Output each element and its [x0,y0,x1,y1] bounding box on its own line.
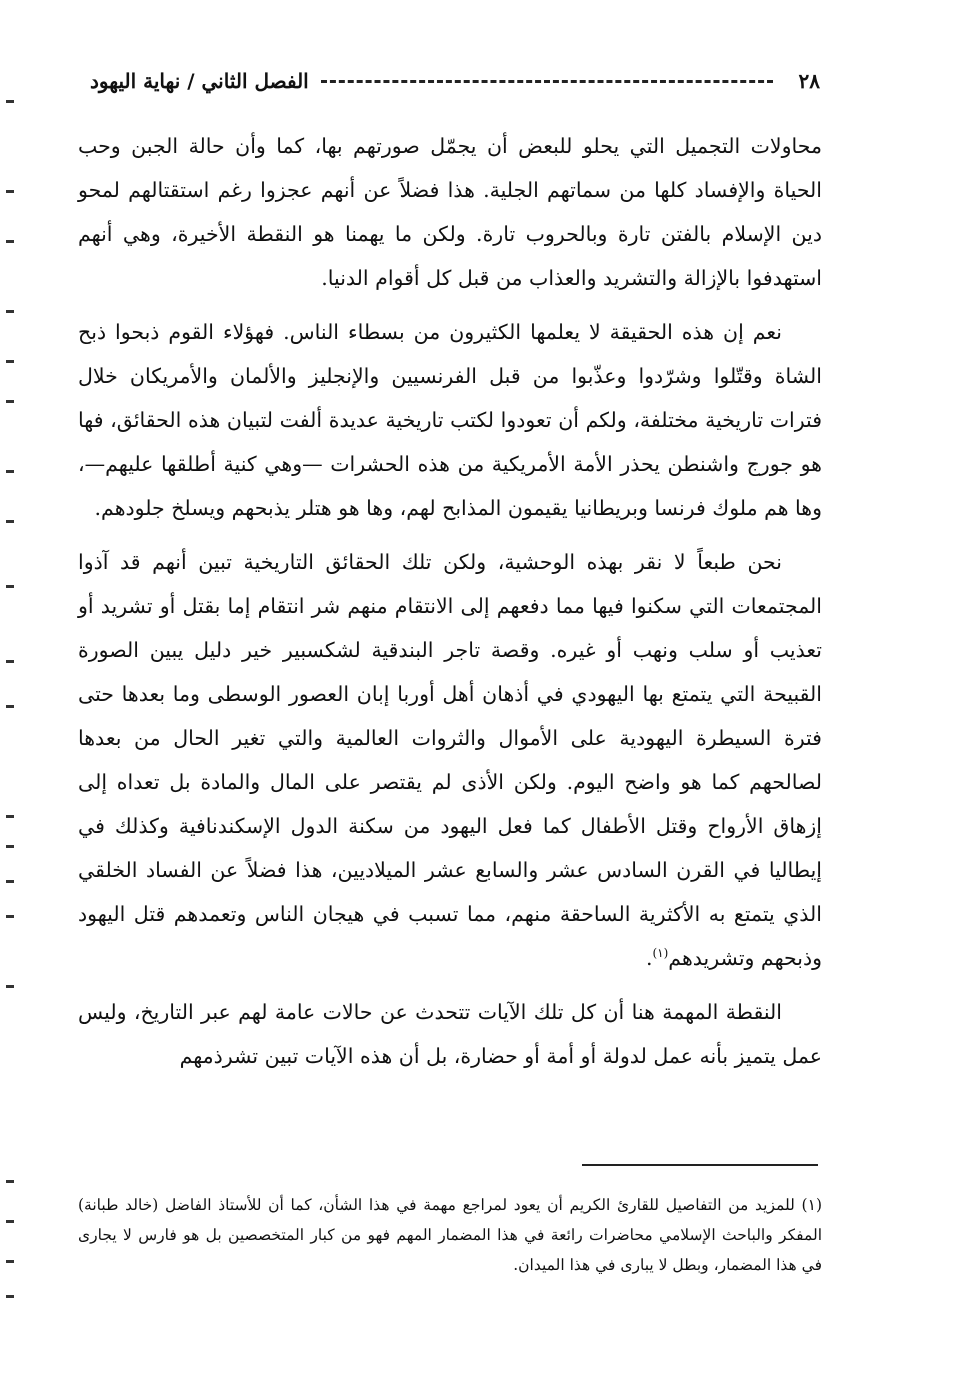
footnote-separator [582,1164,818,1166]
paragraph-3: نحن طبعاً لا نقر بهذه الوحشية، ولكن تلك الحقائق التاريخية تبين أنهم قد آذوا المجتمعات التي سكنوا فيها مما دفعهم إلى الانتقام منهم شر انتقام إما بقتل أو تشريد أو تعذيب أو سلب ونهب أو غيره. وقصة تاجر البندقية لشكسبير خير دليل يبين الصورة القبيحة التي يتمتع بها اليهودي في أذهان أهل أوربا إبان العصور الوسطى وما بعدها حتى فترة السيطرة اليهودية على الأموال والثروات العالمية والتي تغير الحال من بعدها لصالحهم كما هو واضح اليوم. ولكن الأذى لم يقتصر على المال والمادة بل تعداه إلى إزهاق الأرواح وقتل الأطفال كما فعل اليهود من سكنة الدول الإسكندنافية وكذلك في إيطاليا في القرن السادس عشر والسابع عشر الميلاديين، هذا فضلاً عن الفساد الخلقي الذي يتمتع به الأكثرية الساحقة منهم، مما تسبب في هيجان الناس وتعمدهم قتل اليهود وذبحهم وتشريدهم$^{(١)}$. [78,550,822,970]
chapter-title: الفصل الثاني / نهاية اليهود [90,69,309,93]
paragraph-1: محاولات التجميل التي يحلو للبعض أن يجمّل صورتهم بها، كما وأن حالة الجبن وحب الحياة والإفساد كلها من سماتهم الجلية. هذا فضلاً عن أنهم عجزوا رغم استقتالهم لمحو دين الإسلام بالفتن تارة وبالحروب تارة. ولكن ما يهمنا هو النقطة الأخيرة، وهي أنهم استهدفوا بالإزالة والتشريد والعذاب من قبل كل أقوام الدنيا. [78,134,822,290]
paragraph-2: نعم إن هذه الحقيقة لا يعلمها الكثيرون من بسطاء الناس. فهؤلاء القوم ذبحوا ذبح الشاة وقتّلوا وشرّدوا وعذّبوا من قبل الفرنسيين والإنجليز والألمان والأمريكان خلال فترات تاريخية مختلفة، ولكم أن تعودوا لكتب تاريخية عديدة ألفت لتبيان هذه الحقائق، فها هو جورج واشنطن يحذر الأمة الأمريكية من هذه الحشرات —وهي كنية أطلقها عليهم—، وها هم ملوك فرنسا وبريطانيا يقيمون المذابح لهم، وها هو هتلر يذبحهم ويسلخ جلودهم. [78,320,822,520]
scan-margin-marks [0,0,30,1388]
footnote: (١) للمزيد من التفاصيل للقارئ الكريم أن يعود لمراجع مهمة في هذا الشأن، كما أن للأستاذ الفاضل (خالد طبانة) المفكر والباحث الإسلامي محاضرات رائعة في هذا المضمار المهم فهو من كبار المتخصصين بل هو فارس لا يجارى في هذا المضمار، وبطل لا يبارى في هذا الميدان. [78,1196,822,1274]
paragraph-4: النقطة المهمة هنا أن كل تلك الآيات تتحدث عن حالات عامة لهم عبر التاريخ، وليس عمل يتميز بأنه عمل لدولة أو أمة أو حضارة، بل أن هذه الآيات تبين تشرذمهم [78,1000,822,1068]
footnote-reference[interactable]: (١) [652,946,669,961]
page-header [90,64,820,98]
paragraph-3-text: نحن طبعاً لا نقر بهذه الوحشية، ولكن تلك الحقائق التاريخية تبين أنهم قد آذوا المجتمعات التي سكنوا فيها مما دفعهم إلى الانتقام منهم شر انتقام إما بقتل أو تشريد أو تعذيب أو سلب ونهب أو غيره. وقصة تاجر البندقية لشكسبير خير دليل يبين الصورة القبيحة التي يتمتع بها اليهودي في أذهان أهل أوربا إبان العصور الوسطى وما بعدها حتى فترة السيطرة اليهودية على الأموال والثروات العالمية والتي تغير الحال من بعدها لصالحهم كما هو واضح اليوم. ولكن الأذى لم يقتصر على المال والمادة بل تعداه إلى إزهاق الأرواح وقتل الأطفال كما فعل اليهود من سكنة الدول الإسكندنافية وكذلك في إيطاليا في القرن السادس عشر والسابع عشر الميلاديين، هذا فضلاً عن الفساد الخلقي الذي يتمتع به الأكثرية الساحقة منهم، مما تسبب في هيجان الناس وتعمدهم قتل اليهود وذبحهم وتشريدهم [78,550,822,970]
page-number: ٢٨ [798,69,820,93]
body-text [78,124,822,1088]
header-dashed-rule [321,80,773,83]
